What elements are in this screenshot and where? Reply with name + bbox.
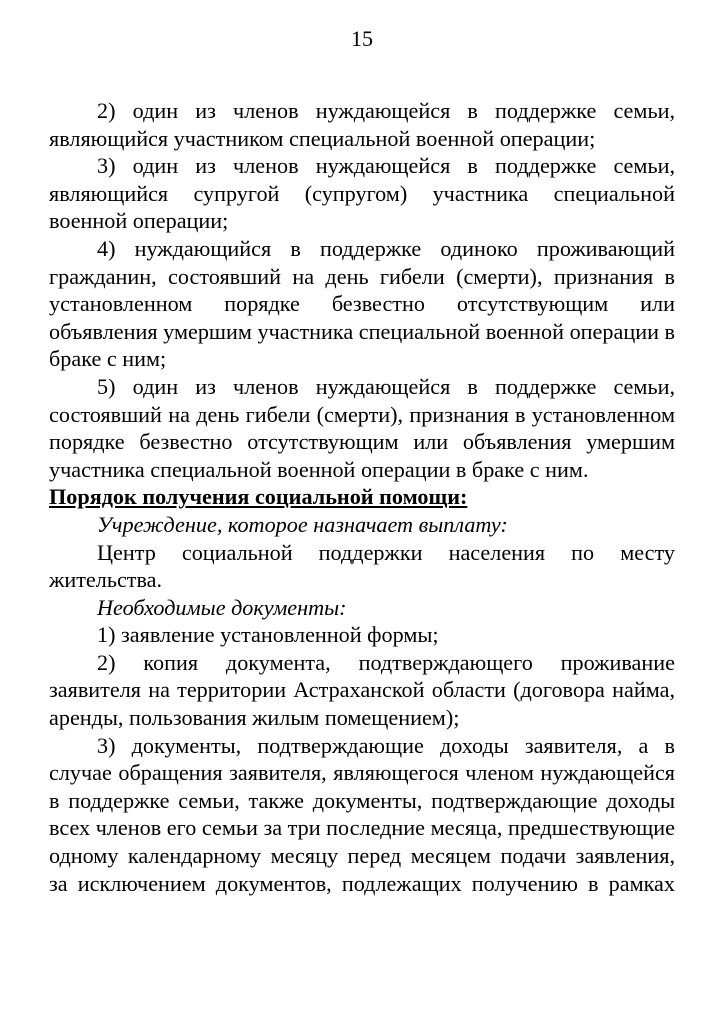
institution-label: Учреждение, которое назначает выплату: xyxy=(97,511,508,537)
list-item-5: 5) один из членов нуждающейся в поддержке семьи, состоявший на день гибели (смерти), признания в установленном порядке безвестно отсутствующим или объявления умершим участника специальной военной операции в браке с ним. xyxy=(49,373,675,482)
documents-label: Необходимые документы: xyxy=(97,594,347,620)
page-number: 15 xyxy=(351,26,373,51)
list-item-3: 3) один из членов нуждающейся в поддержке семьи, являющийся супругой (супругом) участника специальной военной операции; xyxy=(49,153,675,234)
document-body xyxy=(49,97,675,897)
list-item-4: 4) нуждающийся в поддержке одиноко проживающий гражданин, состоявший на день гибели (смерти), признания в установленном порядке безвестно отсутствующим или объявления умершим участника специальной военной операции в браке с ним; xyxy=(49,235,675,372)
document-item-2: 2) копия документа, подтверждающего проживание заявителя на территории Астраханской области (договора найма, аренды, пользования жилым помещением); xyxy=(49,649,675,731)
document-item-3: 3) документы, подтверждающие доходы заявителя, а в случае обращения заявителя, являющегося членом нуждающейся в поддержке семьи, также документы, подтверждающие доходы всех членов его семьи за три последние месяца, предшествующие одному календарному месяцу перед месяцем подачи заявления, за исключением документов, подлежащих получению в рамках xyxy=(49,732,675,896)
list-item-2: 2) один из членов нуждающейся в поддержке семьи, являющийся участником специальной военной операции; xyxy=(49,98,675,151)
section-heading: Порядок получения социальной помощи: xyxy=(49,484,468,510)
institution-value: Центр социальной поддержки населения по месту жительства. xyxy=(49,539,675,593)
document-item-1: 1) заявление установленной формы; xyxy=(97,622,439,648)
